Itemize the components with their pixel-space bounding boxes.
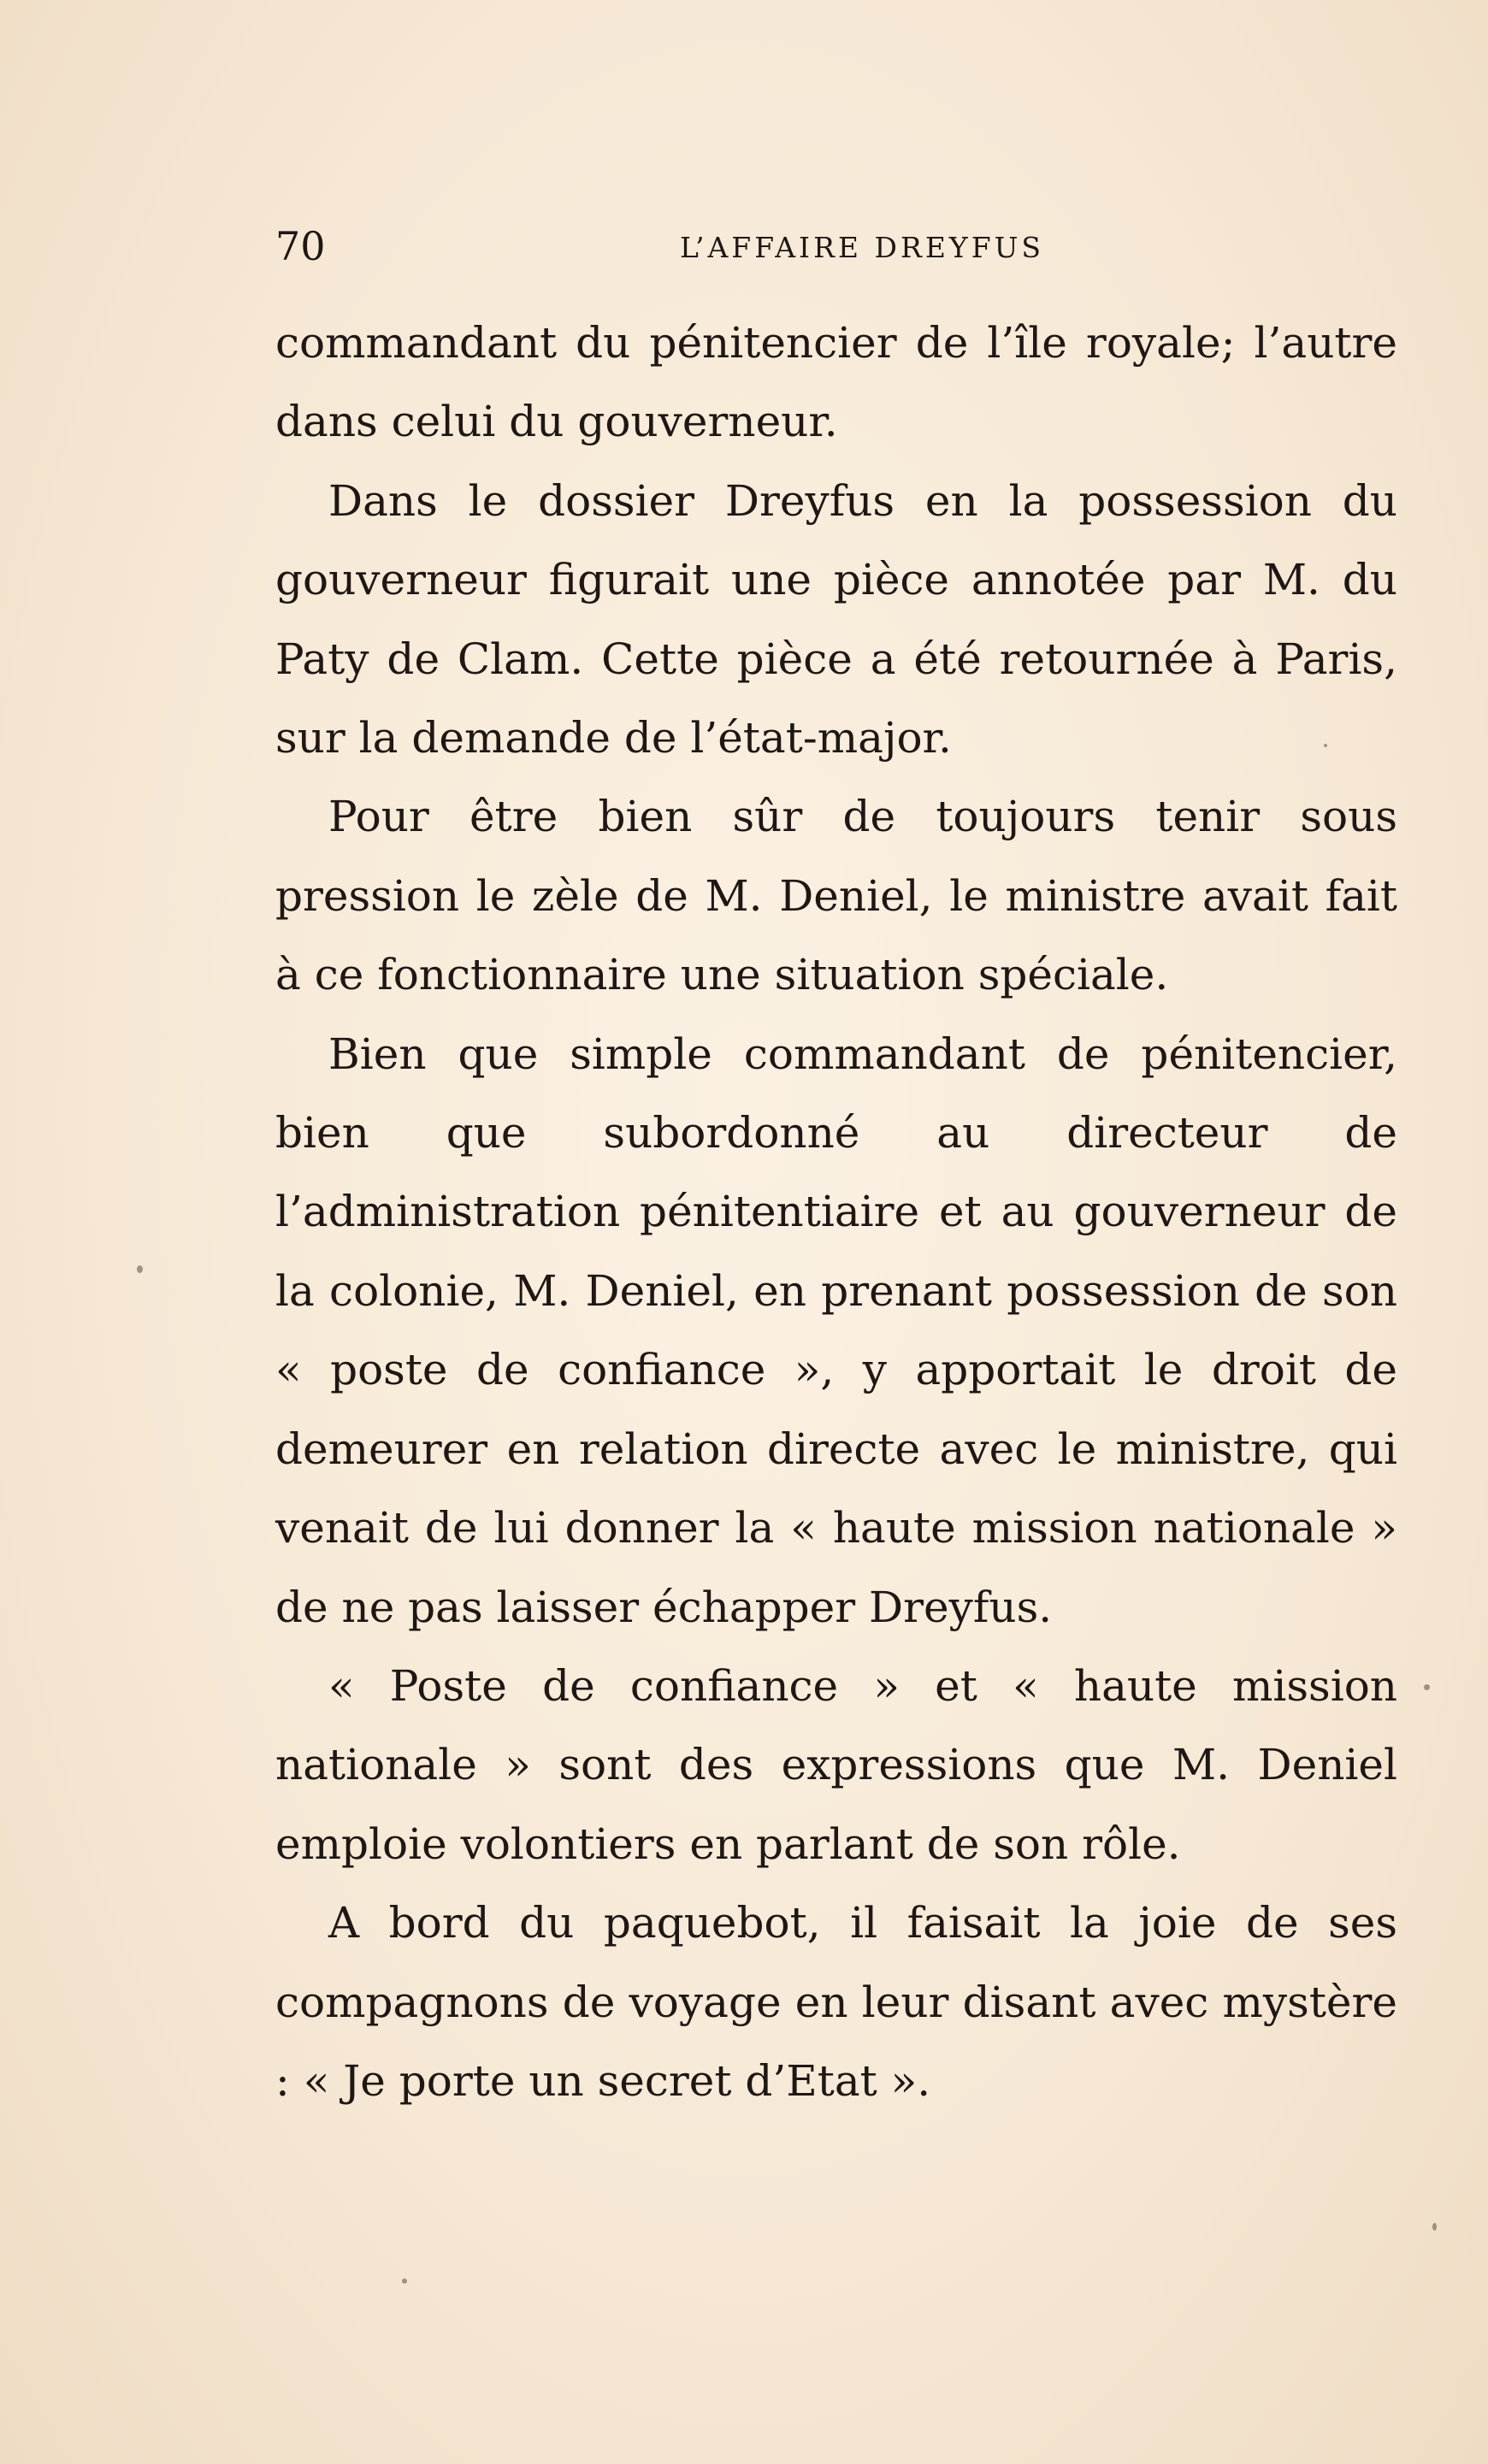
- paragraph: Dans le dossier Dreyfus en la possession du gouverneur figurait une pièce annotée par M. du Paty de Clam. Cette pièce a été retournée à Paris, sur la demande de l’état-major.: [275, 475, 1397, 763]
- paper-speck: [1432, 2223, 1437, 2231]
- paragraph: « Poste de confiance » et « haute mission nationale » sont des expressions que M. Deniel emploie volontiers en parlant de son rôle.: [275, 1660, 1397, 1869]
- paragraph: Bien que simple commandant de pénitencier, bien que subordonné au directeur de l’administration pénitentiaire et au gouverneur de la colonie, M. Deniel, en prenant possession de son « poste de confiance », y apportait le droit de demeurer en relation directe avec le ministre, qui venait de lui donner la « haute mission nationale » de ne pas laisser échapper Dreyfus.: [275, 1029, 1397, 1632]
- paper-speck: [137, 1265, 143, 1273]
- running-title: L’AFFAIRE DREYFUS: [679, 231, 1045, 264]
- page-header: [275, 221, 1397, 272]
- paragraph: A bord du paquebot, il faisait la joie de ses compagnons de voyage en leur disant avec mystère : « Je porte un secret d’Etat ».: [275, 1898, 1397, 2106]
- body-text: [275, 304, 1397, 2120]
- paper-speck: [402, 2278, 407, 2284]
- paragraph: commandant du pénitencier de l’île royale; l’autre dans celui du gouverneur.: [275, 318, 1397, 447]
- paper-speck: [1424, 1684, 1430, 1690]
- paragraph: Pour être bien sûr de toujours tenir sous pression le zèle de M. Deniel, le ministre avait fait à ce fonctionnaire une situation spéciale.: [275, 792, 1397, 1000]
- paper-speck: [1324, 744, 1327, 747]
- page-number: 70: [275, 223, 326, 269]
